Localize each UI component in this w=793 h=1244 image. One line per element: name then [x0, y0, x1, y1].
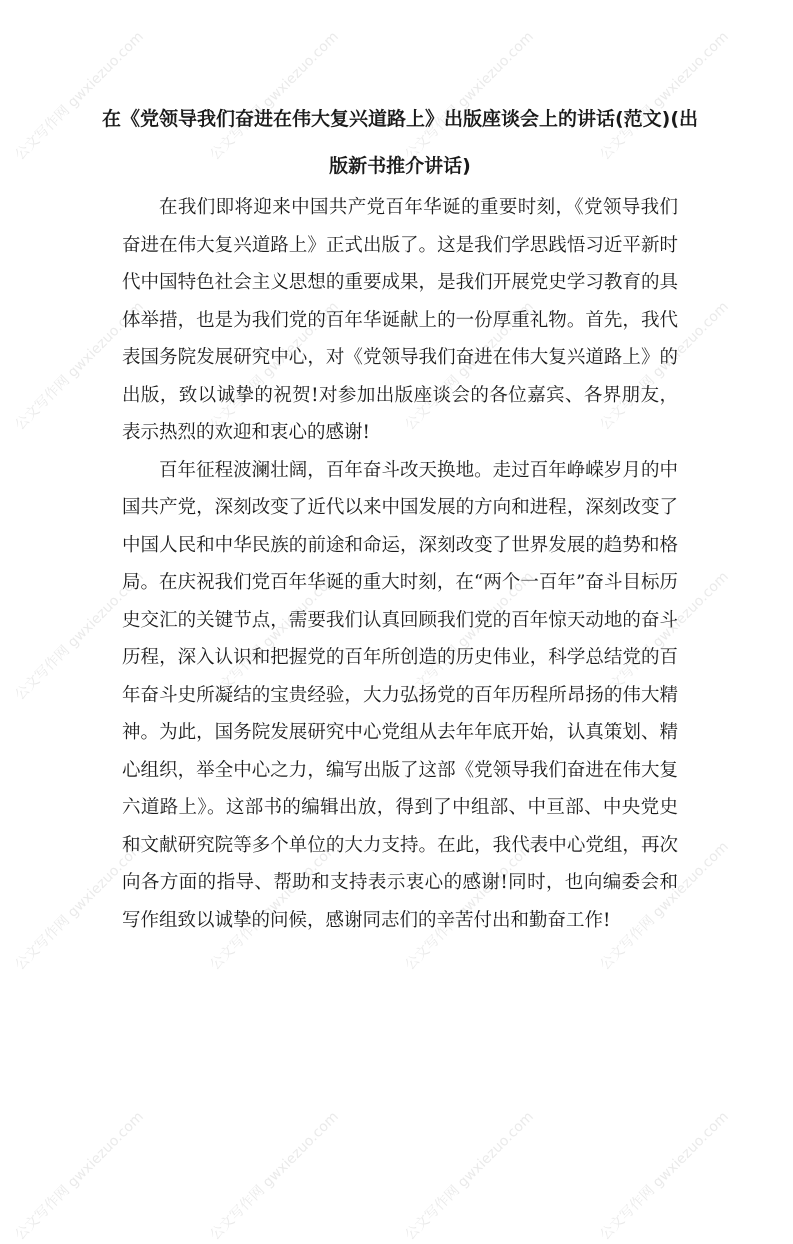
watermark-text: 公文写作网 gwxiezuo.com: [207, 838, 342, 974]
watermark-text: 公文写作网 gwxiezuo.com: [597, 28, 732, 164]
document-body: [122, 189, 678, 939]
watermark-text: 公文写作网 gwxiezuo.com: [12, 568, 147, 704]
page-title: 在《党领导我们奋进在伟大复兴道路上》出版座谈会上的讲话(范文)(出版新书推介讲话): [101, 108, 699, 177]
watermark-text: 公文写作网 gwxiezuo.com: [402, 28, 537, 164]
watermark-text: 公文写作网 gwxiezuo.com: [402, 568, 537, 704]
watermark-text: 公文写作网 gwxiezuo.com: [12, 1108, 147, 1244]
watermark-text: 公文写作网 gwxiezuo.com: [12, 28, 147, 164]
watermark-text: 公文写作网 gwxiezuo.com: [12, 838, 147, 974]
watermark-text: 公文写作网 gwxiezuo.com: [597, 1108, 732, 1244]
watermark-text: 公文写作网 gwxiezuo.com: [207, 298, 342, 434]
watermark-text: 公文写作网 gwxiezuo.com: [402, 298, 537, 434]
paragraph: 在我们即将迎来中国共产党百年华诞的重要时刻，《党领导我们奋进在伟大复兴道路上》正式出版了。这是我们学思践悟习近平新时代中国特色社会主义思想的重要成果，是我们开展党史学习教育的具体举措，也是为我们党的百年华诞献上的一份厚重礼物。首先，我代表国务院发展研究中心，对《党领导我们奋进在伟大复兴道路上》的出版，致以诚挚的祝贺!对参加出版座谈会的各位嘉宾、各界朋友，表示热烈的欢迎和衷心的感谢!: [122, 197, 678, 443]
watermark-text: 公文写作网 gwxiezuo.com: [597, 568, 732, 704]
watermark-text: 公文写作网 gwxiezuo.com: [207, 28, 342, 164]
watermark-text: 公文写作网 gwxiezuo.com: [597, 838, 732, 974]
watermark-text: 公文写作网 gwxiezuo.com: [597, 298, 732, 434]
watermark-text: 公文写作网 gwxiezuo.com: [207, 1108, 342, 1244]
watermark-text: 公文写作网 gwxiezuo.com: [402, 838, 537, 974]
paragraph: 百年征程波澜壮阔，百年奋斗改天换地。走过百年峥嵘岁月的中国共产党，深刻改变了近代以来中国发展的方向和进程，深刻改变了中国人民和中华民族的前途和命运，深刻改变了世界发展的趋势和格局。在庆祝我们党百年华诞的重大时刻，在“两个一百年”奋斗目标历史交汇的关键节点，需要我们认真回顾我们党的百年惊天动地的奋斗历程，深入认识和把握党的百年所创造的历史伟业，科学总结党的百年奋斗史所凝结的宝贵经验，大力弘扬党的百年历程所昂扬的伟大精神。为此，国务院发展研究中心党组从去年年底开始，认真策划、精心组织，举全中心之力，编写出版了这部《党领导我们奋进在伟大复六道路上》。这部书的编辑出放，得到了中组部、中亘部、中央党史和文献研究院等多个单位的大力支持。在此，我代表中心党组，再次向各方面的指导、帮助和支持表示衷心的感谢!同时，也向编委会和写作组致以诚挚的问候，感谢同志们的辛苦付出和勤奋工作!: [122, 459, 678, 931]
watermark-text: 公文写作网 gwxiezuo.com: [402, 1108, 537, 1244]
watermark-text: 公文写作网 gwxiezuo.com: [207, 568, 342, 704]
watermark-text: 公文写作网 gwxiezuo.com: [12, 298, 147, 434]
